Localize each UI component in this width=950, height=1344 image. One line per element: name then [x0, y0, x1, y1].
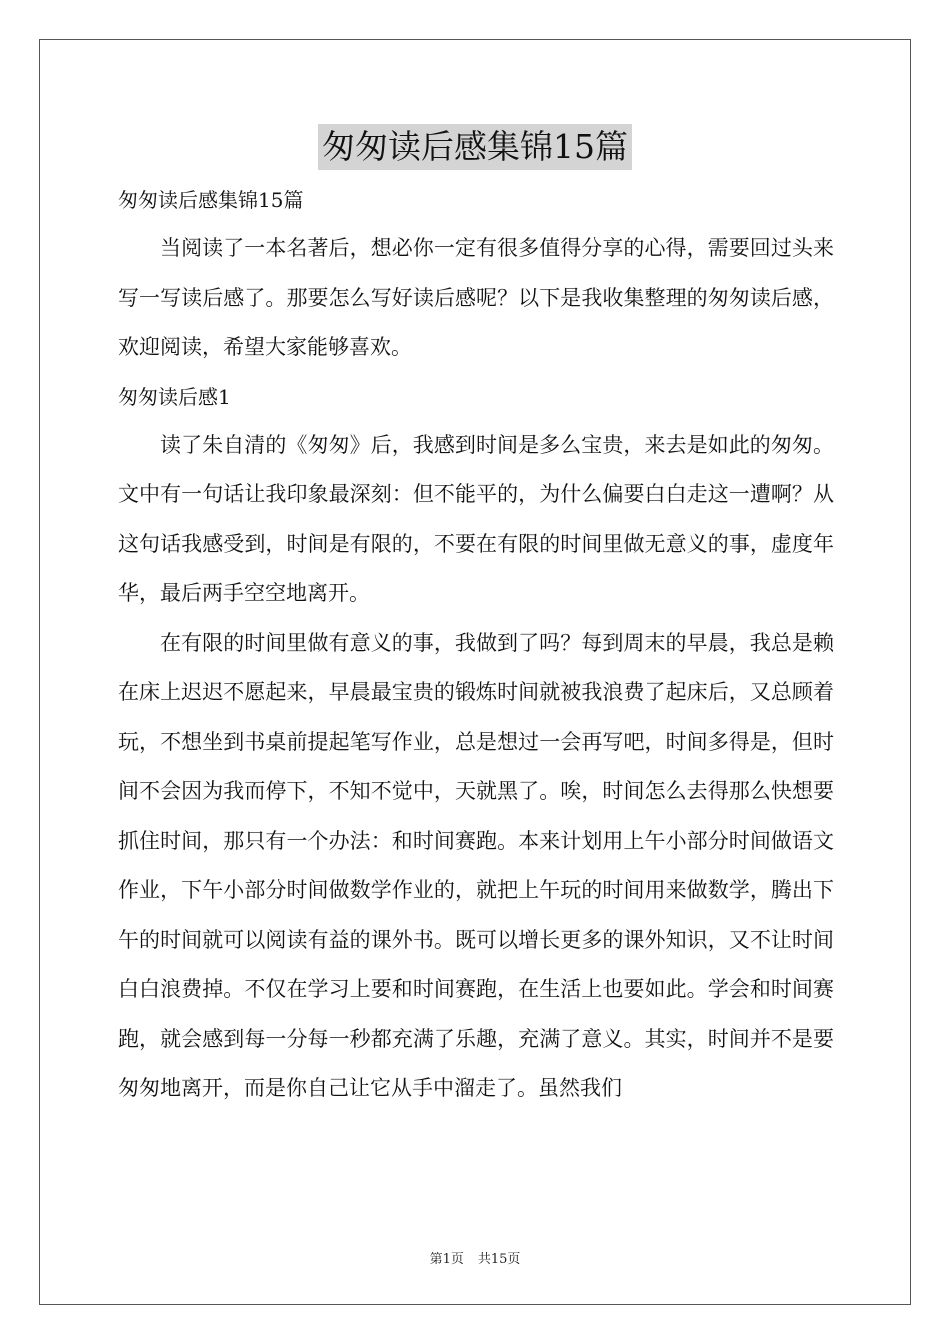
- document-body: [118, 176, 834, 1114]
- paragraph: 当阅读了一本名著后，想必你一定有很多值得分享的心得，需要回过头来写一写读后感了。那要怎么写好读后感呢？以下是我收集整理的匆匆读后感，欢迎阅读，希望大家能够喜欢。: [118, 236, 834, 359]
- document-title: 匆匆读后感集锦15篇: [318, 124, 632, 170]
- page-footer: [0, 1248, 950, 1267]
- paragraph: 在有限的时间里做有意义的事，我做到了吗？每到周末的早晨，我总是赖在床上迟迟不愿起来，早晨最宝贵的锻炼时间就被我浪费了起床后，又总顾着玩，不想坐到书桌前提起笔写作业，总是想过一会再写吧，时间多得是，但时间不会因为我而停下，不知不觉中，天就黑了。唉，时间怎么去得那么快想要抓住时间，那只有一个办法：和时间赛跑。本来计划用上午小部分时间做语文作业，下午小部分时间做数学作业的，就把上午玩的时间用来做数学，腾出下午的时间就可以阅读有益的课外书。既可以增长更多的课外知识，又不让时间白白浪费掉。不仅在学习上要和时间赛跑，在生活上也要如此。学会和时间赛跑，就会感到每一分每一秒都充满了乐趣，充满了意义。其实，时间并不是要匆匆地离开，而是你自己让它从手中溜走了。虽然我们: [118, 630, 834, 1100]
- paragraph: 读了朱自清的《匆匆》后，我感到时间是多么宝贵，来去是如此的匆匆。文中有一句话让我印象最深刻：但不能平的，为什么偏要白白走这一遭啊？从这句话我感受到，时间是有限的，不要在有限的时间里做无意义的事，虚度年华，最后两手空空地离开。: [118, 432, 834, 605]
- page-total: 共15页: [477, 1252, 521, 1267]
- section-heading: 匆匆读后感集锦15篇: [118, 188, 304, 212]
- title-container: [0, 124, 950, 170]
- section-heading: 匆匆读后感1: [118, 384, 231, 409]
- page-number: 第1页: [429, 1252, 464, 1267]
